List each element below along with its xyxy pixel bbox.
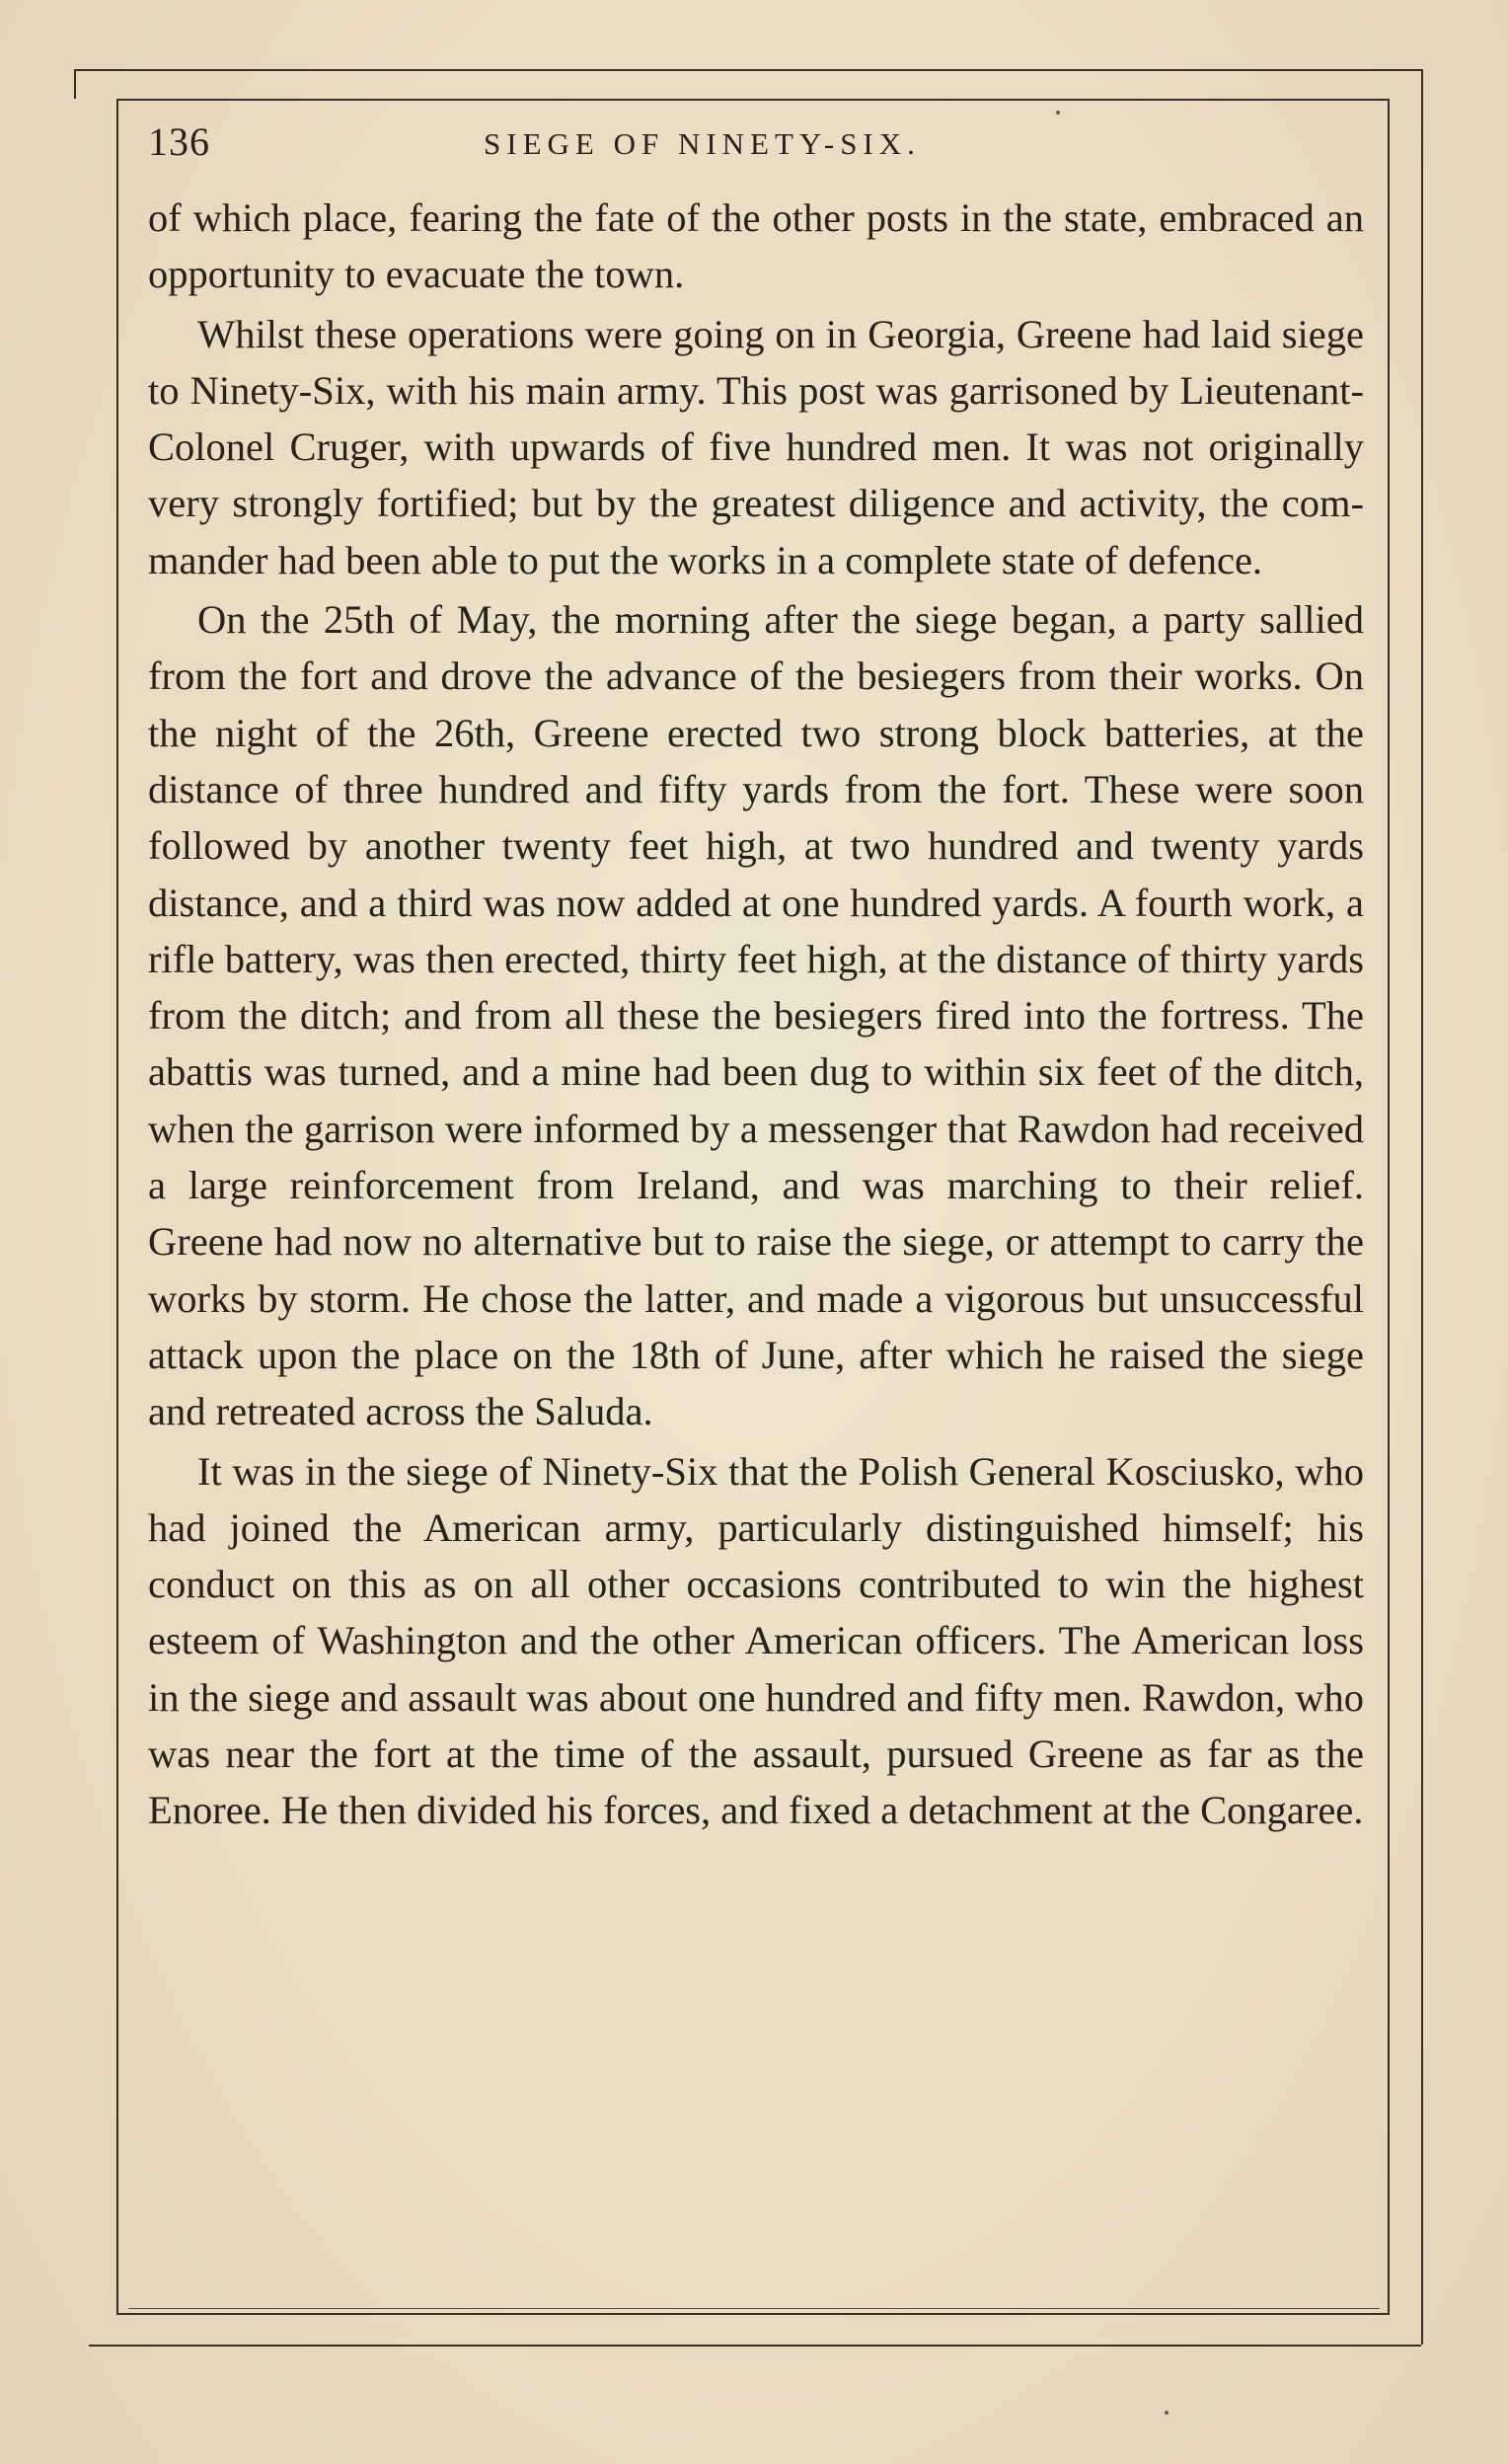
body-text — [148, 190, 1364, 1839]
page-header — [148, 118, 1364, 178]
paragraph-continuation: of which place, fearing the fate of the other posts in the state, embraced an opportunity to evacuate the town. — [148, 195, 1364, 297]
outer-frame-right-line — [1421, 69, 1423, 2345]
paragraph-may-25th: On the 25th of May, the morning after the siege began, a party sallied from the fort and drove the advance of the besiegers from their works. On the night of the 26th, Greene erected two strong block batteries, at the distance of three hundred and fifty yards from the fort. These were soon followed by another twenty feet high, at two hundred and twenty yards distance, and a third was now added at one hundred yards. A fourth work, a rifle battery, was then erected, thirty feet high, at the distance of thirty yards from the ditch; and from all these the besiegers fired into the fortress. The abattis was turned, and a mine had been dug to within six feet of the ditch, when the garrison were informed by a messenger that Rawdon had received a large reinforcement from Ireland, and was marching to their relief. Greene had now no alternative but to raise the siege, or attempt to carry the works by storm. He chose the latter, and made a vigorous but unsuccessful attack upon the place on the 18th of June, after which he raised the siege and retreated across the Saluda. — [148, 597, 1364, 1434]
paragraph-greene-siege: Whilst these operations were going on in Georgia, Greene had laid siege to Ninety-Six, with his main army. This post was garrisoned by Lieutenant-Colonel Cruger, with upwards of five hundred men. It was not originally very strongly fortified; but by the greatest diligence and activity, the commander had been able to put the works in a complete state of defence. — [148, 311, 1364, 582]
outer-frame-left-line — [74, 69, 76, 99]
page-number: 136 — [148, 119, 210, 164]
print-speck — [1165, 2411, 1169, 2415]
outer-frame-top-line — [74, 69, 1421, 71]
paragraph-kosciusko: It was in the siege of Ninety-Six that the Polish General Kosciusko, who had joined the American army, particularly distinguished himself; his conduct on this as on all other occasions contributed to win the highest esteem of Washington and the other American officers. The American loss in the siege and assault was about one hundred and fifty men. Rawdon, who was near the fort at the time of the assault, pursued Greene as far as the Enoree. He then divided his forces, and fixed a detachment at the Congaree. — [148, 1448, 1364, 1833]
inner-bottom-rule — [128, 2308, 1380, 2309]
outer-frame-bottom-line — [89, 2345, 1421, 2347]
running-head: SIEGE OF NINETY-SIX. — [484, 126, 921, 161]
print-speck — [1056, 111, 1060, 115]
